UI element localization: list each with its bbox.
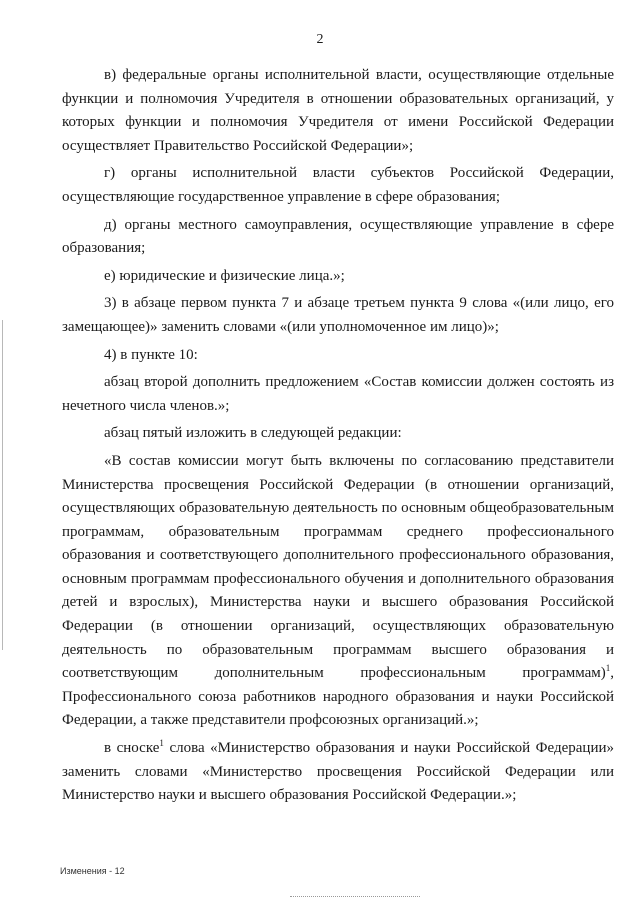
paragraph-point-4: 4) в пункте 10:	[104, 346, 198, 363]
paragraph-fifth-abzac: абзац пятый изложить в следующей редакции:	[104, 425, 402, 442]
footnote-change-text: в сноске	[104, 740, 160, 757]
paragraph-item-d: д) органы местного самоуправления, осуществляющие управление в сфере образования;	[62, 216, 614, 257]
paragraph-item-v: в) федеральные органы исполнительной власти, осуществляющие отдельные функции и полномочия Учредителя в отношении образовательных организаций, у которых функции и полномочия Учредителя от имени Российской Федерации осуществляет Правительство Российской Федерации»;	[62, 67, 614, 154]
document-body	[62, 64, 614, 808]
paragraph-item-e: е) юридические и физические лица.»;	[104, 267, 345, 284]
paragraph-second-abzac: абзац второй дополнить предложением «Состав комиссии должен состоять из нечетного числа членов.»;	[62, 374, 614, 414]
paragraph-point-3: 3) в абзаце первом пункта 7 и абзаце третьем пункта 9 слова «(или лицо, его замещающее)» заменить словами «(или уполномоченное им лицо)»;	[62, 295, 614, 335]
paragraph-item-g: г) органы исполнительной власти субъектов Российской Федерации, осуществляющие государственное управление в сфере образования;	[62, 165, 614, 205]
paragraph-commission-composition	[62, 450, 614, 733]
scan-edge-mark	[2, 320, 3, 650]
footnote-marker: 1	[605, 663, 611, 674]
commission-text-after: , Профессионального союза работников народного образования и науки Российской Федерации, а также представители профсоюзных организаций.»;	[62, 665, 614, 729]
bottom-scan-dots	[290, 896, 420, 898]
footnote-change-text-after: слова «Министерство образования и науки Российской Федерации» заменить словами «Министерство просвещения Российской Федерации или Министерство науки и высшего образования Российской Федерации.»;	[62, 740, 615, 804]
footer-note: Изменения - 12	[60, 866, 125, 876]
commission-text: «В состав комиссии могут быть включены по согласованию представители Министерства просвещения Российской Федерации (в отношении организаций, осуществляющих образовательную деятельность по основным общеобразовательным программам, образовательным программам среднего профессионального образования и соответствующего дополнительного профессионального образования, основным программам профессионального обучения и дополнительного образования детей и взрослых), Министерства науки и высшего образования Российской Федерации (в отношении организаций, осуществляющих образовательную деятельность по образовательным программам высшего образования и соответствующим дополнительным профессиональным программам)	[62, 452, 614, 682]
footnote-marker: 1	[159, 738, 164, 749]
paragraph-footnote-change	[62, 737, 614, 808]
page-number: 2	[316, 32, 324, 47]
